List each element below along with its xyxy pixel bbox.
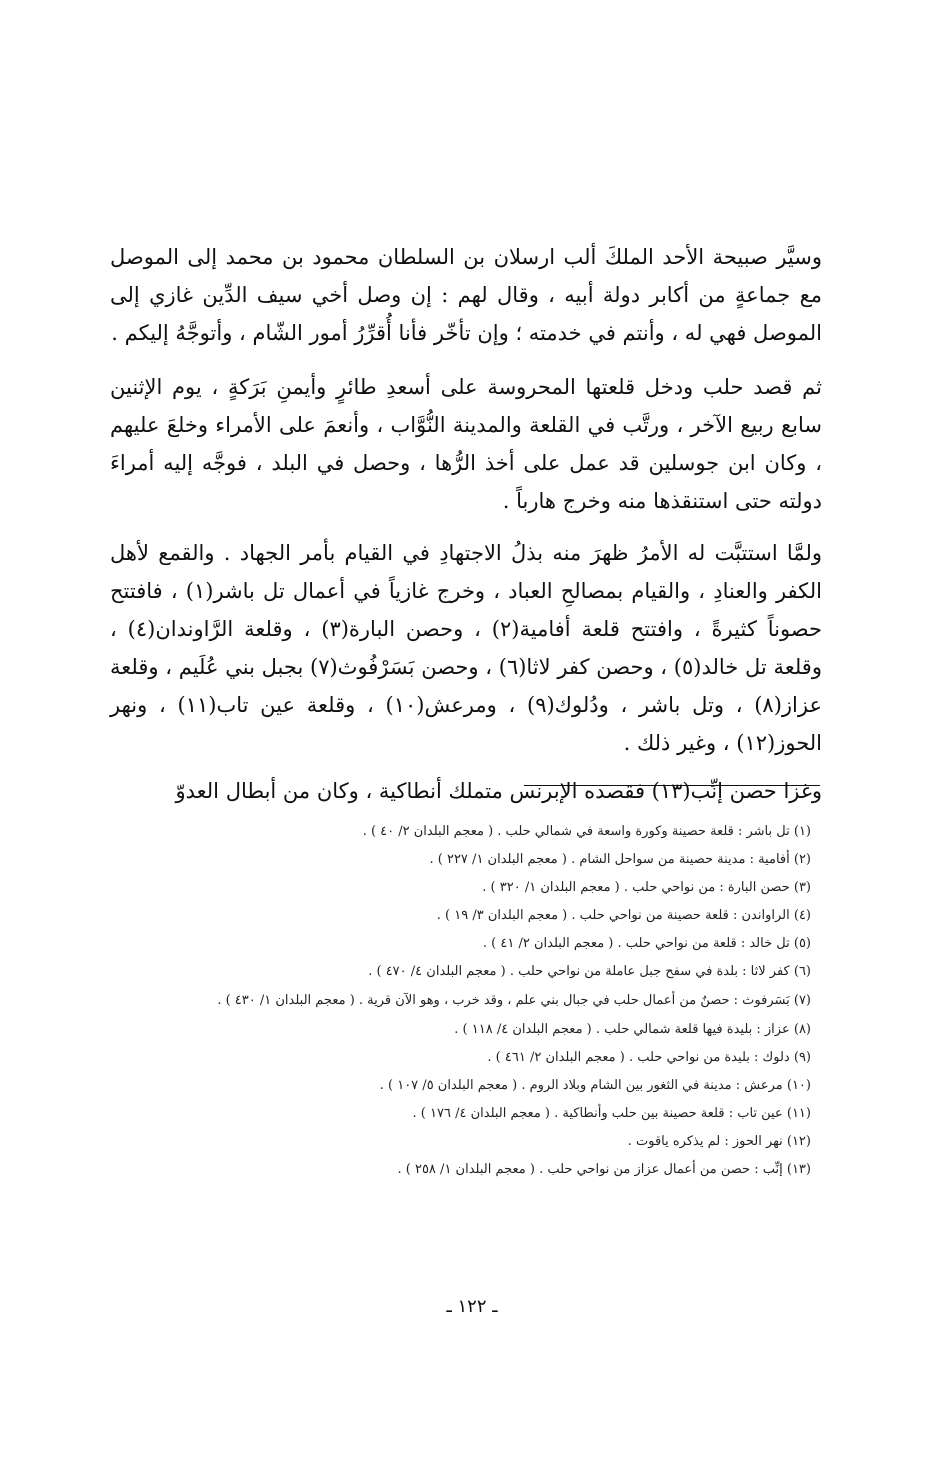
paragraph: وغزا حصن إنِّب(١٣) فقصده الإبرنس متملك أنطاكية ، وكان من أبطال العدوّ	[175, 779, 822, 803]
footnote: (١٣) إنِّب : حصن من أعمال عزاز من نواحي حلب . ( معجم البلدان ١/ ٢٥٨ ) .	[397, 1162, 811, 1177]
main-text	[110, 238, 822, 810]
footnotes	[96, 818, 811, 1184]
footnote-separator	[524, 785, 820, 786]
page-number: ـ ١٢٢ ـ	[446, 1296, 498, 1317]
footnote: (١٢) نهر الحوز : لم يذكره ياقوت .	[627, 1134, 811, 1149]
footnote: (٩) دلوك : بليدة من نواحي حلب . ( معجم البلدان ٢/ ٤٦١ ) .	[487, 1050, 811, 1065]
footnote: (٨) عزاز : بليدة فيها قلعة شمالي حلب . ( معجم البلدان ٤/ ١١٨ ) .	[454, 1022, 811, 1037]
footnote: (١١) عين تاب : قلعة حصينة بين حلب وأنطاكية . ( معجم البلدان ٤/ ١٧٦ ) .	[412, 1106, 811, 1121]
footnote: (٦) كفر لاثا : بلدة في سفح جبل عاملة من نواحي حلب . ( معجم البلدان ٤/ ٤٧٠ ) .	[368, 964, 811, 979]
footnote: (٤) الراواندن : قلعة حصينة من نواحي حلب . ( معجم البلدان ٣/ ١٩ ) .	[436, 908, 811, 923]
footnote: (١٠) مرعش : مدينة في الثغور بين الشام وبلاد الروم . ( معجم البلدان ٥/ ١٠٧ ) .	[379, 1078, 811, 1093]
footnote: (٥) تل خالد : قلعة من نواحي حلب . ( معجم البلدان ٢/ ٤١ ) .	[482, 936, 811, 951]
footnote: (١) تل باشر : قلعة حصينة وكورة واسعة في شمالي حلب . ( معجم البلدان ٢/ ٤٠ ) .	[362, 824, 811, 839]
footnote: (٢) أفامية : مدينة حصينة من سواحل الشام . ( معجم البلدان ١/ ٢٢٧ ) .	[429, 852, 811, 867]
paragraph: وسيَّر صبيحة الأحد الملكَ ألب ارسلان بن السلطان محمود بن محمد إلى الموصل مع جماعةٍ من أكابر دولة أبيه ، وقال لهم : إن وصل أخي سيف الدِّين غازي إلى الموصل فهي له ، وأنتم في خدمته ؛ وإن تأخّر فأنا أُقرِّرُ أمور الشّام ، وأتوجَّهُ إليكم .	[110, 245, 822, 345]
paragraph: ولمَّا استتبَّت له الأمرُ ظهرَ منه بذلُ الاجتهادِ في القيام بأمر الجهاد . والقمع لأهل الكفر والعنادِ ، والقيام بمصالحِ العباد ، وخرج غازياً في أعمال تل باشر(١) ، فافتتح حصوناً كثيرةً ، وافتتح قلعة أفامية(٢) ، وحصن البارة(٣) ، وقلعة الرَّاوندان(٤) ، وقلعة تل خالد(٥) ، وحصن كفر لاثا(٦) ، وحصن بَسَرْفُوث(٧) بجبل بني عُلَيم ، وقلعة عزاز(٨) ، وتل باشر ، ودُلوك(٩) ، ومرعش(١٠) ، وقلعة عين تاب(١١) ، ونهر الحوز(١٢) ، وغير ذلك .	[110, 541, 822, 755]
footnote: (٣) حصن البارة : من نواحي حلب . ( معجم البلدان ١/ ٣٢٠ ) .	[482, 880, 811, 895]
footnote: (٧) بَسَرفوث : حصنٌ من أعمال حلب في جبال بني علم ، وقد خرب ، وهو الآن قرية . ( معجم البلدان ١/ ٤٣٠ ) .	[217, 993, 811, 1008]
paragraph: ثم قصد حلب ودخل قلعتها المحروسة على أسعدِ طائرٍ وأيمنِ بَرَكةٍ ، يوم الإثنين سابع ربيع الآخر ، ورتَّب في القلعة والمدينة النُّوَّاب ، وأنعمَ على الأمراء وخلعَ عليهم ، وكان ابن جوسلين قد عمل على أخذ الرُّها ، وحصل في البلد ، فوجَّه إليه أمراءَ دولته حتى استنقذها منه وخرج هارباً .	[110, 375, 822, 513]
